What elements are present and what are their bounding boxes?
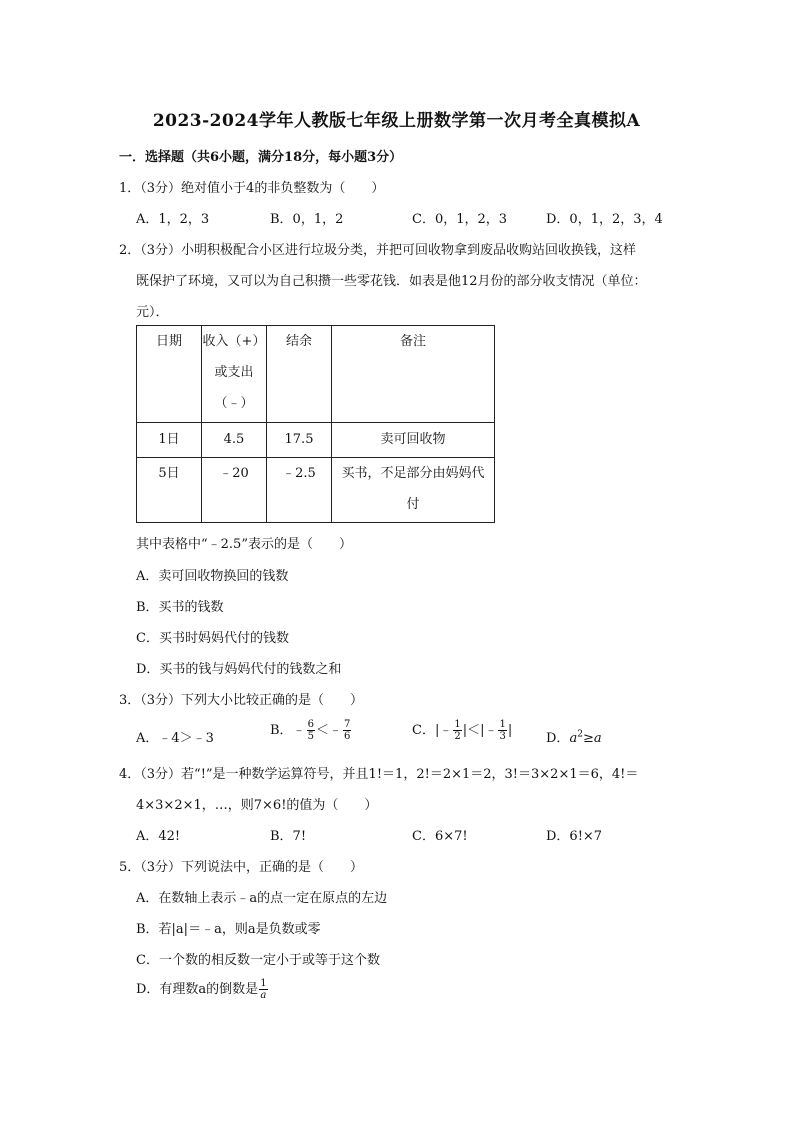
header-income: 收入（+） 或支出 （﹣） bbox=[202, 326, 267, 423]
table-row bbox=[137, 423, 495, 458]
header-balance: 结余 bbox=[267, 326, 332, 423]
cell-date: 1日 bbox=[137, 423, 202, 458]
fraction: $\frac{7}{6}$ bbox=[343, 719, 351, 742]
fraction: $\frac{1}{2}$ bbox=[454, 719, 461, 742]
header-date: 日期 bbox=[137, 326, 202, 423]
question-2-option-c: C．买书时妈妈代付的钱数 bbox=[136, 631, 289, 646]
question-5-option-b: B．若|a|＝﹣a，则a是负数或零 bbox=[136, 922, 321, 937]
cell-note: 卖可回收物 bbox=[332, 423, 495, 458]
fraction: $\frac{6}{5}$ bbox=[307, 719, 314, 742]
question-4-option-b: B．7! bbox=[270, 829, 307, 844]
table-row bbox=[137, 458, 495, 523]
page-title: 2023-2024学年人教版七年级上册数学第一次月考全真模拟A bbox=[152, 111, 641, 131]
cell-amount: 4.5 bbox=[202, 423, 267, 458]
question-3-option-d: D．$a^2\ge a$ bbox=[546, 729, 602, 746]
question-4-option-d: D．6!×7 bbox=[546, 829, 603, 844]
question-2-stem-line-2: 既保护了环境，又可以为自己积攒一些零花钱．如表是他12月份的部分收支情况（单位： bbox=[136, 274, 647, 289]
question-4-stem-line-2: 4×3×2×1，…，则7×6!的值为（ ） bbox=[136, 798, 378, 813]
question-2-stem-line-1: 2．（3分）小明积极配合小区进行垃圾分类，并把可回收物拿到废品收购站回收换钱，这样 bbox=[119, 243, 637, 258]
cell-date: 5日 bbox=[137, 458, 202, 523]
table-header-row bbox=[137, 326, 495, 423]
question-4-option-a: A．42! bbox=[136, 829, 181, 844]
fraction: $\frac{1}{a}$ bbox=[260, 978, 267, 1001]
question-1-option-a: A．1，2，3 bbox=[136, 212, 210, 227]
question-1-stem: 1．（3分）绝对值小于4的非负整数为（ ） bbox=[119, 181, 385, 196]
question-3-stem: 3．（3分）下列大小比较正确的是（ ） bbox=[119, 693, 364, 708]
cell-balance: ﹣2.5 bbox=[267, 458, 332, 523]
header-note: 备注 bbox=[332, 326, 495, 423]
cell-note: 买书，不足部分由妈妈代 付 bbox=[332, 458, 495, 523]
section-heading: 一．选择题（共6小题，满分18分，每小题3分） bbox=[119, 150, 403, 165]
question-3-option-b: B．﹣ $\frac{6}{5}$ ＜﹣ $\frac{7}{6}$ bbox=[270, 719, 351, 742]
question-1-option-b: B．0，1，2 bbox=[270, 212, 344, 227]
question-2-option-b: B．买书的钱数 bbox=[136, 600, 224, 615]
question-1-option-c: C．0，1，2，3 bbox=[412, 212, 508, 227]
question-3-option-c: C．|﹣ $\frac{1}{2}$ |＜|﹣ $\frac{1}{3}$ | bbox=[412, 719, 513, 742]
question-2-option-d: D．买书的钱与妈妈代付的钱数之和 bbox=[136, 662, 342, 677]
fraction: $\frac{1}{3}$ bbox=[499, 719, 506, 742]
question-1-option-d: D．0，1，2，3，4 bbox=[546, 212, 663, 227]
cell-balance: 17.5 bbox=[267, 423, 332, 458]
question-4-option-c: C．6×7! bbox=[412, 829, 468, 844]
question-2-prompt: 其中表格中“﹣2.5”表示的是（ ） bbox=[136, 537, 352, 552]
question-4-stem-line-1: 4．（3分）若“!”是一种数学运算符号，并且1!＝1，2!＝2×1＝2，3!＝3×2×1＝6，4!＝ bbox=[119, 767, 639, 782]
question-5-option-a: A．在数轴上表示﹣a的点一定在原点的左边 bbox=[136, 891, 388, 906]
question-5-option-d: D．有理数a的倒数是 $\frac{1}{a}$ bbox=[136, 978, 267, 1001]
question-2-stem-line-3: 元）． bbox=[136, 305, 169, 320]
question-2-option-a: A．卖可回收物换回的钱数 bbox=[136, 569, 289, 584]
question-5-stem: 5．（3分）下列说法中，正确的是（ ） bbox=[119, 860, 364, 875]
question-3-option-a: A．﹣4＞﹣3 bbox=[136, 731, 214, 746]
income-expense-table bbox=[136, 325, 495, 523]
question-5-option-c: C．一个数的相反数一定小于或等于这个数 bbox=[136, 953, 380, 968]
cell-amount: ﹣20 bbox=[202, 458, 267, 523]
